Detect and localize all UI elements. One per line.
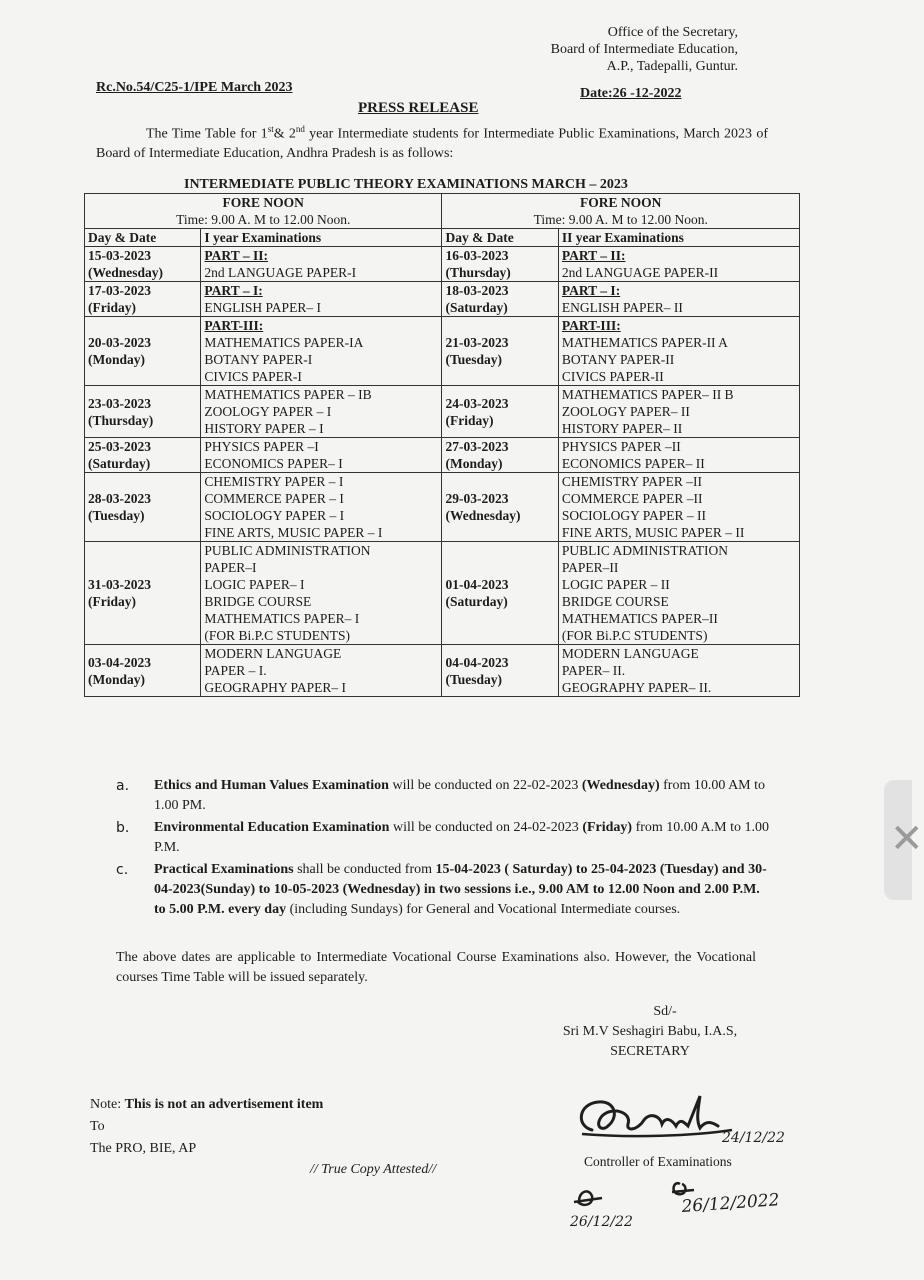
office-address <box>528 24 738 75</box>
table-row <box>85 317 800 386</box>
subject-line: HISTORY PAPER – I <box>204 421 324 436</box>
office-line-1: Office of the Secretary, <box>607 25 738 40</box>
page-title: PRESS RELEASE <box>358 100 479 116</box>
note-body <box>154 860 770 920</box>
subjects-cell <box>558 473 799 542</box>
subject-line: BOTANY PAPER-I <box>204 352 313 367</box>
subject-line: LOGIC PAPER– I <box>204 577 305 592</box>
subject-line: MATHEMATICS PAPER– I <box>204 611 360 626</box>
exam-weekday: (Monday) <box>445 456 503 471</box>
exam-weekday: (Monday) <box>88 671 145 687</box>
exam-date: 16-03-2023 <box>445 248 509 263</box>
exam-date: 18-03-2023 <box>445 283 509 298</box>
subjects-cell <box>201 282 442 317</box>
column-header-second-year: II year Examinations <box>558 229 799 247</box>
subject-line: ENGLISH PAPER– I <box>204 300 321 315</box>
office-line-2: Board of Intermediate Education, <box>550 42 738 57</box>
column-header-day-2: Day & Date <box>442 229 558 247</box>
subject-line: ECONOMICS PAPER– I <box>204 456 343 471</box>
subject-line: FINE ARTS, MUSIC PAPER – I <box>204 525 383 540</box>
exam-date: 20-03-2023 <box>88 335 151 350</box>
session-time-right: Time: 9.00 A. M to 12.00 Noon. <box>533 212 708 227</box>
day-date-cell <box>85 542 201 645</box>
day-date-cell <box>85 317 201 386</box>
exam-date: 01-04-2023 <box>445 577 509 592</box>
note-text: will be conducted on 24-02-2023 <box>389 820 583 835</box>
subject-line: HISTORY PAPER– II <box>561 421 683 436</box>
day-date-cell <box>442 247 558 282</box>
note-letter: b. <box>116 820 130 836</box>
day-date-cell <box>442 645 558 697</box>
column-header-first-year: I year Examinations <box>201 229 442 247</box>
handwritten-date-1: 24/12/22 <box>722 1130 785 1146</box>
intro-sup-1: st <box>267 124 274 134</box>
table-row <box>85 386 800 438</box>
note-text2: from 10.00 A.M to 1.00 P.M. <box>154 820 769 855</box>
subject-line: 2nd LANGUAGE PAPER-II <box>561 265 719 280</box>
close-icon[interactable]: ✕ <box>890 816 924 862</box>
timetable <box>84 193 800 697</box>
exam-date: 27-03-2023 <box>445 439 509 454</box>
note-bold2: 15-04-2023 ( Saturday) to 25-04-2023 (Tuesday) and 30-04-2023(Sunday) to 10-05-2023 (Wednesday) in two sessions i.e., 9.00 AM to 12.00 Noon and 2.00 P.M. to 5.00 P.M. every day <box>154 862 767 917</box>
session-header-right <box>442 194 800 229</box>
day-date-cell <box>85 438 201 473</box>
note-bold2: (Wednesday) <box>581 778 660 793</box>
subject-line: MATHEMATICS PAPER – IB <box>204 387 372 402</box>
signature-sd: Sd/- <box>653 1004 677 1019</box>
note-text2: (including Sundays) for General and Vocational Intermediate courses. <box>286 902 681 917</box>
subject-line: ECONOMICS PAPER– II <box>561 456 705 471</box>
notes-list <box>116 776 770 922</box>
subject-line: FINE ARTS, MUSIC PAPER – II <box>561 525 745 540</box>
table-row <box>85 645 800 697</box>
exam-weekday: (Saturday) <box>445 300 508 315</box>
subject-line: PART – I: <box>204 283 263 298</box>
subject-line: MATHEMATICS PAPER-II A <box>561 335 728 350</box>
table-row <box>85 542 800 645</box>
exam-weekday: (Wednesday) <box>88 265 164 280</box>
exam-weekday: (Friday) <box>88 594 136 609</box>
exam-weekday: (Friday) <box>445 412 494 428</box>
exam-weekday: (Tuesday) <box>445 352 503 367</box>
subject-line: ENGLISH PAPER– II <box>561 300 683 315</box>
subject-line: PHYSICS PAPER –II <box>561 439 681 454</box>
exam-date: 03-04-2023 <box>88 654 151 670</box>
subject-line: COMMERCE PAPER – I <box>204 491 344 506</box>
note-item <box>116 776 770 816</box>
intro-text-1: The Time Table for 1 <box>146 126 268 142</box>
exam-date: 15-03-2023 <box>88 248 151 263</box>
day-date-cell <box>442 438 558 473</box>
subject-line: ZOOLOGY PAPER– II <box>561 404 690 419</box>
subject-line: PUBLIC ADMINISTRATION <box>561 543 729 558</box>
timetable-title: INTERMEDIATE PUBLIC THEORY EXAMINATIONS MARCH – 2023 <box>184 177 628 192</box>
subject-line: LOGIC PAPER – II <box>561 577 670 592</box>
subject-line: CHEMISTRY PAPER –II <box>561 474 702 489</box>
session-time-left: Time: 9.00 A. M to 12.00 Noon. <box>176 212 351 227</box>
exam-date: 23-03-2023 <box>88 395 151 411</box>
to-label: To <box>90 1119 105 1134</box>
exam-weekday: (Thursday) <box>88 412 154 428</box>
exam-date: 29-03-2023 <box>445 491 509 506</box>
day-date-cell <box>85 645 201 697</box>
subject-line: PART-III: <box>204 318 264 333</box>
subject-line: PHYSICS PAPER –I <box>204 439 319 454</box>
subject-line: MODERN LANGUAGE <box>204 646 342 661</box>
day-date-cell <box>85 282 201 317</box>
session-header-left <box>85 194 442 229</box>
note-label: Note: <box>90 1097 125 1112</box>
intro-text-3: year Intermediate students for Intermediate Public Examinations, March 2023 of Board of Intermediate Education, Andhra Pradesh is as follows: <box>96 126 769 161</box>
subjects-cell <box>201 386 442 438</box>
subject-line: GEOGRAPHY PAPER– I <box>204 680 346 695</box>
exam-weekday: (Friday) <box>88 300 136 315</box>
note-body <box>154 776 770 816</box>
subject-line: PART – II: <box>561 248 626 263</box>
subject-line: BOTANY PAPER-II <box>561 352 675 367</box>
note-bold: Practical Examinations <box>154 862 294 877</box>
subjects-cell <box>201 542 442 645</box>
subject-line: PART-III: <box>561 318 621 333</box>
note-item <box>116 818 770 858</box>
controller-of-examinations: Controller of Examinations <box>584 1154 732 1169</box>
day-date-cell <box>85 473 201 542</box>
day-date-cell <box>85 247 201 282</box>
note-body <box>154 818 770 858</box>
signatory-name: Sri M.V Seshagiri Babu, I.A.S, <box>562 1024 738 1039</box>
subject-line: GEOGRAPHY PAPER– II. <box>561 680 712 695</box>
exam-weekday: (Tuesday) <box>88 508 145 523</box>
exam-date: 28-03-2023 <box>88 491 151 506</box>
exam-date: 24-03-2023 <box>445 395 509 411</box>
signature-block <box>540 1002 760 1062</box>
issue-date: Date:26 -12-2022 <box>580 86 682 101</box>
table-row <box>85 282 800 317</box>
intro-paragraph <box>96 120 768 163</box>
initials-graphic <box>566 1172 796 1236</box>
subject-line: PART – II: <box>204 248 268 263</box>
subjects-cell <box>558 645 799 697</box>
subjects-cell <box>201 438 442 473</box>
subject-line: BRIDGE COURSE <box>204 594 312 609</box>
subjects-cell <box>558 386 799 438</box>
day-date-cell <box>442 282 558 317</box>
exam-date: 25-03-2023 <box>88 439 151 454</box>
subject-line: MATHEMATICS PAPER–II <box>561 611 718 626</box>
note-letter: c. <box>116 862 129 878</box>
reference-number: Rc.No.54/C25-1/IPE March 2023 <box>96 80 293 95</box>
subject-line: ZOOLOGY PAPER – I <box>204 404 332 419</box>
closing-paragraph: The above dates are applicable to Intermediate Vocational Course Examinations also. However, the Vocational courses Time Table will be issued separately. <box>116 950 756 985</box>
exam-weekday: (Saturday) <box>88 456 151 471</box>
day-date-cell <box>442 317 558 386</box>
subjects-cell <box>201 473 442 542</box>
subject-line: MATHEMATICS PAPER-IA <box>204 335 364 350</box>
note-bold2: (Friday) <box>582 820 633 835</box>
subjects-cell <box>201 317 442 386</box>
note-item <box>116 860 770 920</box>
table-row <box>85 473 800 542</box>
subject-line: COMMERCE PAPER –II <box>561 491 703 506</box>
note-bold: Environmental Education Examination <box>154 820 390 835</box>
subject-line: PAPER– II. <box>561 663 626 678</box>
subjects-cell <box>201 247 442 282</box>
signatory-designation: SECRETARY <box>610 1044 690 1059</box>
subject-line: PAPER – I. <box>204 663 267 678</box>
day-date-cell <box>85 386 201 438</box>
true-copy-attested: // True Copy Attested// <box>310 1162 437 1177</box>
recipient: The PRO, BIE, AP <box>90 1141 197 1156</box>
exam-date: 21-03-2023 <box>445 335 509 350</box>
subject-line: SOCIOLOGY PAPER – II <box>561 508 707 523</box>
exam-weekday: (Wednesday) <box>445 508 521 523</box>
note-text: will be conducted on 22-02-2023 <box>388 778 582 793</box>
exam-weekday: (Thursday) <box>445 265 511 280</box>
subject-line: MATHEMATICS PAPER– II B <box>561 387 734 402</box>
timetable-body <box>85 247 800 697</box>
note-bold: Ethics and Human Values Examination <box>154 778 389 793</box>
session-label-left: FORE NOON <box>222 195 304 210</box>
subject-line: MODERN LANGUAGE <box>561 646 699 661</box>
exam-weekday: (Tuesday) <box>445 671 503 687</box>
exam-date: 17-03-2023 <box>88 283 151 298</box>
office-line-3: A.P., Tadepalli, Guntur. <box>606 59 738 74</box>
subject-line: SOCIOLOGY PAPER – I <box>204 508 345 523</box>
exam-weekday: (Monday) <box>88 352 145 367</box>
handwritten-date-3: 26/12/22 <box>570 1214 633 1230</box>
subject-line: (FOR Bi.P.C STUDENTS) <box>204 628 350 643</box>
subject-line: BRIDGE COURSE <box>561 594 669 609</box>
subject-line: (FOR Bi.P.C STUDENTS) <box>561 628 708 643</box>
table-row <box>85 247 800 282</box>
day-date-cell <box>442 386 558 438</box>
column-header-day: Day & Date <box>85 229 201 247</box>
subject-line: CIVICS PAPER-I <box>204 369 302 384</box>
subject-line: PART – I: <box>561 283 621 298</box>
handwritten-date-2: 26/12/2022 <box>680 1190 781 1217</box>
subjects-cell <box>558 438 799 473</box>
subject-line: 2nd LANGUAGE PAPER-I <box>204 265 357 280</box>
subjects-cell <box>558 247 799 282</box>
subject-line: PAPER–II <box>561 560 619 575</box>
note-bold: This is not an advertisement item <box>124 1097 324 1112</box>
intro-text-2: & 2 <box>273 126 296 142</box>
note-text2: from 10.00 AM to 1.00 PM. <box>154 778 766 813</box>
exam-weekday: (Saturday) <box>445 594 508 609</box>
footer-note <box>90 1094 323 1160</box>
day-date-cell <box>442 473 558 542</box>
subject-line: PUBLIC ADMINISTRATION <box>204 543 371 558</box>
table-row <box>85 438 800 473</box>
exam-date: 31-03-2023 <box>88 577 151 592</box>
subject-line: CIVICS PAPER-II <box>561 369 664 384</box>
subjects-cell <box>558 282 799 317</box>
subjects-cell <box>558 542 799 645</box>
exam-date: 04-04-2023 <box>445 654 509 670</box>
subjects-cell <box>558 317 799 386</box>
subject-line: PAPER–I <box>204 560 257 575</box>
session-label-right: FORE NOON <box>580 195 662 210</box>
subjects-cell <box>201 645 442 697</box>
advertisement-note <box>90 1094 323 1116</box>
day-date-cell <box>442 542 558 645</box>
note-letter: a. <box>116 778 130 794</box>
note-text: shall be conducted from <box>293 862 436 877</box>
signature-graphic <box>572 1086 792 1156</box>
intro-sup-2: nd <box>295 124 305 134</box>
subject-line: CHEMISTRY PAPER – I <box>204 474 344 489</box>
